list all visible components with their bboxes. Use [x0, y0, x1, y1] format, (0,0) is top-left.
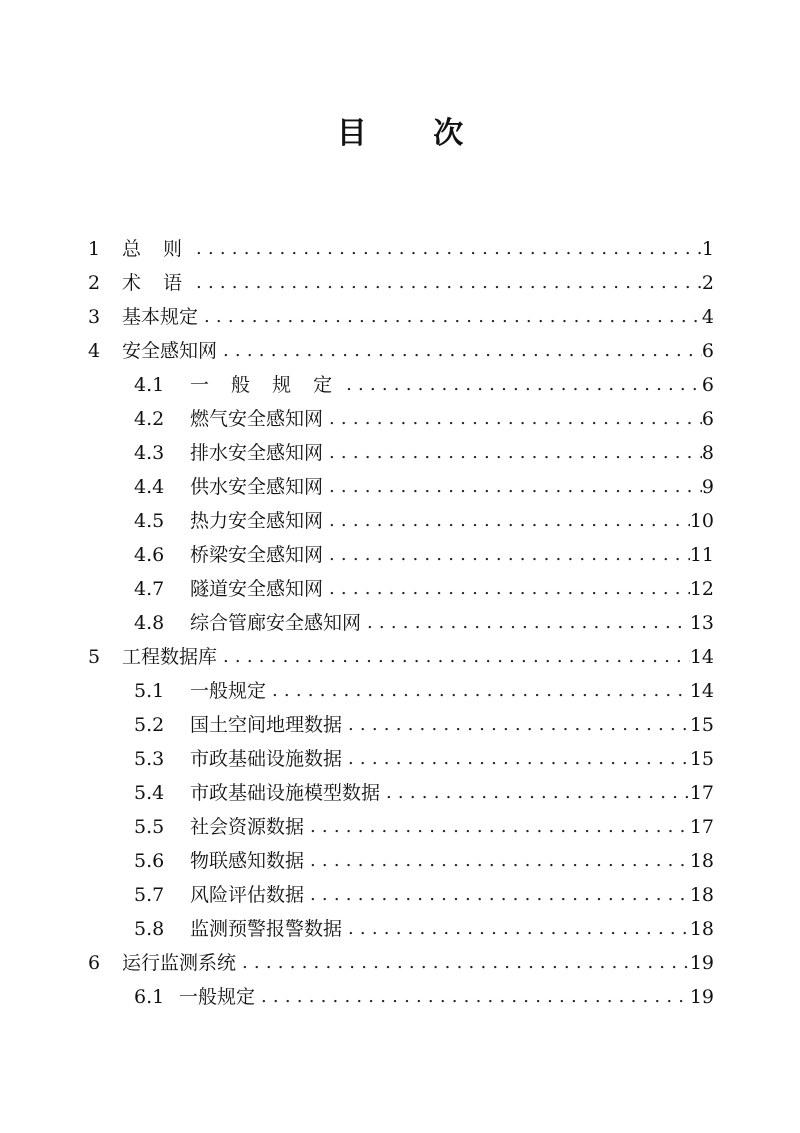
- toc-entry[interactable]: [88, 912, 714, 946]
- toc-entry[interactable]: [88, 844, 714, 878]
- toc-leader-dots: [340, 368, 702, 402]
- toc-entry-label: 一 般 规 定: [190, 374, 341, 396]
- toc-leader-dots: [190, 266, 702, 300]
- toc-entry-page: 6: [701, 340, 714, 362]
- toc-entry[interactable]: [88, 402, 714, 436]
- toc-entry-label: 总 则: [122, 238, 191, 260]
- toc-entry-label: 热力安全感知网: [190, 510, 324, 532]
- toc-entry-number: 5.2: [134, 714, 165, 736]
- toc-entry-page: 6: [701, 408, 714, 430]
- toc-entry-page: 13: [689, 612, 714, 634]
- toc-entry-number: 5.1: [134, 680, 165, 702]
- toc-entry-label: 桥梁安全感知网: [190, 544, 324, 566]
- toc-leader-dots: [190, 232, 702, 266]
- toc-leader-dots: [217, 640, 690, 674]
- toc-leader-dots: [342, 912, 690, 946]
- toc-leader-dots: [323, 572, 690, 606]
- toc-entry-number: 4.7: [134, 578, 165, 600]
- toc-entry-number: 6: [88, 952, 101, 974]
- toc-entry-number: 3: [88, 306, 101, 328]
- toc-entry-label: 国土空间地理数据: [190, 714, 343, 736]
- toc-leader-dots: [304, 810, 690, 844]
- toc-entry-page: 9: [701, 476, 714, 498]
- toc-leader-dots: [323, 436, 702, 470]
- toc-entry-number: 4.3: [134, 442, 165, 464]
- toc-entry-page: 18: [689, 850, 714, 872]
- toc-entry-number: 4.4: [134, 476, 165, 498]
- toc-entry-number: 4.5: [134, 510, 165, 532]
- toc-entry-page: 12: [689, 578, 714, 600]
- toc-entry-number: 6.1: [134, 986, 165, 1008]
- toc-entry-number: 2: [88, 272, 101, 294]
- toc-entry-label: 隧道安全感知网: [190, 578, 324, 600]
- toc-entry[interactable]: [88, 538, 714, 572]
- toc-entry[interactable]: [88, 980, 714, 1014]
- toc-entry-number: 4: [88, 340, 101, 362]
- toc-entry-page: 14: [689, 646, 714, 668]
- toc-entry-number: 5.3: [134, 748, 165, 770]
- toc-entry[interactable]: [88, 436, 714, 470]
- toc-entry-page: 18: [689, 884, 714, 906]
- toc-entry-label: 市政基础设施数据: [190, 748, 343, 770]
- toc-entry-label: 排水安全感知网: [190, 442, 324, 464]
- toc-entry-page: 4: [701, 306, 714, 328]
- toc-entry-page: 17: [689, 782, 714, 804]
- toc-entry-label: 物联感知数据: [190, 850, 305, 872]
- toc-entry-page: 8: [701, 442, 714, 464]
- toc-entry-number: 1: [88, 238, 101, 260]
- table-of-contents: [88, 232, 714, 1014]
- toc-entry[interactable]: [88, 674, 714, 708]
- toc-entry[interactable]: [88, 708, 714, 742]
- toc-entry-page: 15: [689, 748, 714, 770]
- toc-entry[interactable]: [88, 606, 714, 640]
- toc-entry-number: 5.4: [134, 782, 165, 804]
- toc-entry-page: 1: [701, 238, 714, 260]
- toc-entry-page: 10: [689, 510, 714, 532]
- toc-entry-page: 19: [689, 952, 714, 974]
- toc-entry[interactable]: [88, 334, 714, 368]
- toc-entry-page: 14: [689, 680, 714, 702]
- toc-entry[interactable]: [88, 470, 714, 504]
- toc-entry-number: 5.7: [134, 884, 165, 906]
- toc-leader-dots: [236, 946, 690, 980]
- toc-entry[interactable]: [88, 776, 714, 810]
- toc-entry-label: 一般规定: [190, 680, 267, 702]
- toc-leader-dots: [342, 742, 690, 776]
- toc-entry[interactable]: [88, 300, 714, 334]
- toc-entry-label: 社会资源数据: [190, 816, 305, 838]
- toc-entry-number: 4.2: [134, 408, 165, 430]
- toc-entry-page: 18: [689, 918, 714, 940]
- toc-entry[interactable]: [88, 504, 714, 538]
- toc-entry-page: 6: [701, 374, 714, 396]
- toc-entry-page: 2: [701, 272, 714, 294]
- toc-entry[interactable]: [88, 810, 714, 844]
- toc-entry-page: 17: [689, 816, 714, 838]
- toc-entry-label: 风险评估数据: [190, 884, 305, 906]
- toc-entry[interactable]: [88, 572, 714, 606]
- toc-leader-dots: [323, 470, 702, 504]
- toc-entry-label: 工程数据库: [122, 646, 218, 668]
- toc-entry-label: 运行监测系统: [122, 952, 237, 974]
- toc-leader-dots: [323, 504, 690, 538]
- toc-entry-page: 15: [689, 714, 714, 736]
- toc-entry-label: 市政基础设施模型数据: [190, 782, 381, 804]
- toc-entry-number: 4.8: [134, 612, 165, 634]
- toc-leader-dots: [342, 708, 690, 742]
- toc-leader-dots: [304, 878, 690, 912]
- toc-entry-number: 4.1: [134, 374, 165, 396]
- toc-entry[interactable]: [88, 368, 714, 402]
- toc-leader-dots: [266, 674, 690, 708]
- toc-entry-label: 监测预警报警数据: [190, 918, 343, 940]
- toc-entry-label: 综合管廊安全感知网: [190, 612, 362, 634]
- toc-entry[interactable]: [88, 946, 714, 980]
- toc-leader-dots: [198, 300, 702, 334]
- toc-leader-dots: [304, 844, 690, 878]
- toc-entry[interactable]: [88, 742, 714, 776]
- toc-entry-label: 一般规定: [179, 986, 256, 1008]
- toc-entry-number: 5.8: [134, 918, 165, 940]
- toc-entry[interactable]: [88, 266, 714, 300]
- toc-entry[interactable]: [88, 878, 714, 912]
- toc-entry-number: 5.5: [134, 816, 165, 838]
- toc-entry-number: 5.6: [134, 850, 165, 872]
- toc-entry-label: 供水安全感知网: [190, 476, 324, 498]
- toc-entry-number: 5: [88, 646, 101, 668]
- toc-entry-label: 燃气安全感知网: [190, 408, 324, 430]
- toc-entry-label: 基本规定: [122, 306, 199, 328]
- toc-leader-dots: [380, 776, 690, 810]
- toc-entry-label: 术 语: [122, 272, 191, 294]
- toc-entry[interactable]: [88, 232, 714, 266]
- toc-leader-dots: [323, 402, 702, 436]
- toc-leader-dots: [361, 606, 690, 640]
- toc-leader-dots: [255, 980, 690, 1014]
- page-title: 目 次: [336, 116, 492, 151]
- toc-leader-dots: [217, 334, 702, 368]
- toc-entry-page: 19: [689, 986, 714, 1008]
- toc-entry-number: 4.6: [134, 544, 165, 566]
- toc-entry[interactable]: [88, 640, 714, 674]
- toc-entry-page: 11: [689, 544, 714, 566]
- toc-leader-dots: [323, 538, 690, 572]
- toc-entry-label: 安全感知网: [122, 340, 218, 362]
